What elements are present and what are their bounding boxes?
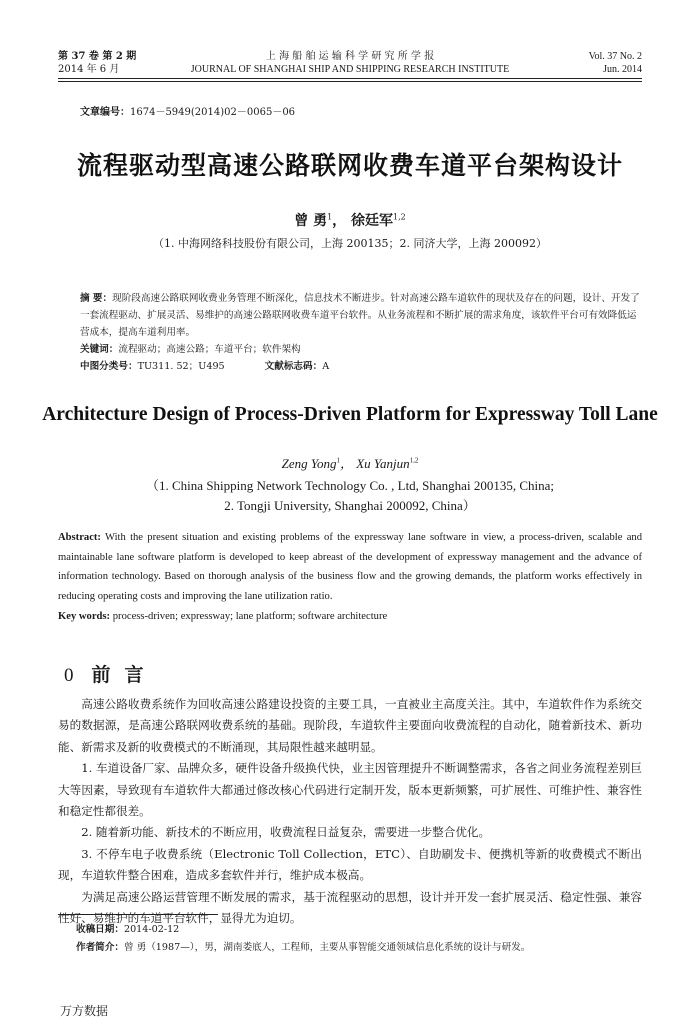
body-paragraph-5: 为满足高速公路运营管理不断发展的需求，基于流程驱动的思想，设计并开发一套扩展灵活、稳定性强、兼容性好、易维护的车道平台软件，显得尤为迫切。 bbox=[58, 889, 642, 926]
abstract-en bbox=[58, 528, 642, 627]
abstract-cn-text: 现阶段高速公路联网收费业务管理不断深化，信息技术不断进步。针对高速公路车道软件的现状及存在的问题，设计、开发了一套流程驱动、扩展灵活、易维护的高速公路联网收费车道平台软件。从业务流程和不断扩展的需求角度，该软件平台可有效降低运营成本，提高车道利用率。 bbox=[80, 293, 640, 338]
received-value: 2014-02-12 bbox=[123, 924, 180, 935]
body-paragraph-3: 2. 随着新功能、新技术的不断应用，收费流程日益复杂，需要进一步整合优化。 bbox=[81, 825, 491, 840]
keywords-cn-label: 关键词： bbox=[80, 344, 119, 355]
title-en: Architecture Design of Process-Driven Platform for Expressway Toll Lane bbox=[42, 404, 658, 425]
clc-label: 中图分类号： bbox=[80, 361, 138, 372]
abstract-cn bbox=[80, 290, 640, 375]
article-number bbox=[80, 103, 295, 118]
header-rule bbox=[58, 78, 642, 79]
abstract-cn-label: 摘 要： bbox=[80, 293, 113, 304]
abstract-en-body bbox=[58, 528, 642, 607]
doc-code-label: 文献标志码： bbox=[264, 361, 323, 372]
affiliation-en-line1: （1. China Shipping Network Technology Co. , Ltd, Shanghai 200135, China; bbox=[146, 478, 554, 493]
author-bio bbox=[76, 939, 636, 957]
footnote-rule bbox=[58, 914, 218, 915]
keywords-en bbox=[58, 607, 642, 627]
author-1-en: Zeng Yong bbox=[281, 456, 337, 471]
received-date bbox=[76, 921, 636, 939]
author-2-en: Xu Yanjun bbox=[356, 456, 410, 471]
author-2-cn-sup: 1,2 bbox=[393, 212, 406, 222]
footnote bbox=[76, 921, 636, 957]
keywords-cn-text: 流程驱动；高速公路；车道平台；软件架构 bbox=[118, 344, 301, 355]
section-title: 前言 bbox=[91, 664, 158, 686]
classification bbox=[80, 358, 640, 375]
authors-cn bbox=[0, 210, 700, 230]
date-en: Jun. 2014 bbox=[603, 64, 642, 75]
volume-issue: 第 37 卷 第 2 期 bbox=[58, 51, 137, 62]
body-text bbox=[58, 694, 642, 929]
keywords-cn bbox=[80, 341, 640, 358]
running-header-right bbox=[589, 50, 642, 76]
affiliation-cn: （1. 中海网络科技股份有限公司，上海 200135；2. 同济大学，上海 200092） bbox=[153, 237, 547, 250]
author-1-cn-sup: 1 bbox=[327, 212, 333, 222]
abstract-en-text: With the present situation and existing problems of the expressway lane software in view, a process-driven, scalable and maintainable lane software platform is developed to keep abreast of the development of expressway management and the advance of information technology. Based on thorough analysis of the business flow and the growing demands, the platform works effectively in reducing operating costs and improving the lane utilization ratio. bbox=[58, 532, 642, 603]
author-separator-cn: ， bbox=[332, 213, 352, 229]
author-2-cn: 徐廷军 bbox=[351, 213, 394, 229]
clc-value: TU311. 52；U495 bbox=[137, 361, 225, 372]
author-2-en-sup: 1,2 bbox=[409, 456, 419, 465]
abstract-en-label: Abstract: bbox=[58, 532, 101, 543]
authors-en bbox=[0, 453, 700, 472]
author-separator-en: ， bbox=[339, 456, 357, 471]
journal-name-en: JOURNAL OF SHANGHAI SHIP AND SHIPPING RESEARCH INSTITUTE bbox=[190, 64, 510, 75]
bio-text: 曾 勇（1987—），男，湖南娄底人，工程师，主要从事智能交通领域信息化系统的设计与研发。 bbox=[123, 942, 531, 953]
header-rule-thin bbox=[58, 81, 642, 82]
date-cn: 2014 年 6 月 bbox=[58, 64, 120, 75]
running-header-center bbox=[170, 50, 530, 76]
bio-label: 作者简介： bbox=[76, 942, 124, 953]
author-1-cn: 曾 勇 bbox=[294, 213, 328, 229]
title-cn: 流程驱动型高速公路联网收费车道平台架构设计 bbox=[76, 151, 623, 180]
author-1-en-sup: 1 bbox=[336, 456, 340, 465]
volume-en: Vol. 37 No. 2 bbox=[588, 51, 642, 62]
affiliation-en-line2: 2. Tongji University, Shanghai 200092, China） bbox=[224, 498, 476, 513]
watermark: 万方数据 bbox=[60, 1004, 109, 1018]
doc-code-value: A bbox=[322, 361, 330, 372]
keywords-en-label: Key words: bbox=[58, 610, 111, 622]
article-number-label: 文章编号： bbox=[80, 107, 130, 118]
journal-name-cn: 上 海 船 舶 运 输 科 学 研 究 所 学 报 bbox=[265, 51, 435, 62]
keywords-en-text: process-driven; expressway; lane platform; software architecture bbox=[110, 610, 388, 622]
body-paragraph-4: 3. 不停车电子收费系统（Electronic Toll Collection，ETC）、自助刷发卡、便携机等新的收费模式不断出现，车道软件整合困难，造成多套软件并行，维护成本极高。 bbox=[58, 846, 642, 883]
article-number-value: 1674－5949(2014)02－0065－06 bbox=[130, 107, 296, 118]
abstract-cn-body bbox=[80, 290, 640, 341]
section-heading bbox=[64, 660, 158, 687]
body-paragraph-2: 1. 车道设备厂家、品牌众多，硬件设备升级换代快，业主因管理提升不断调整需求，各省之间业务流程差别巨大等因素，导致现有车道软件大都通过修改核心代码进行定制开发，版本更新频繁，可扩展性、可维护性、兼容性和稳定性都很差。 bbox=[58, 761, 642, 819]
received-label: 收稿日期： bbox=[76, 924, 124, 935]
running-header-left bbox=[58, 50, 136, 76]
section-number: 0 bbox=[64, 665, 74, 686]
body-paragraph-1: 高速公路收费系统作为回收高速公路建设投资的主要工具，一直被业主高度关注。其中，车道软件作为系统交易的数据源，是高速公路联网收费系统的基础。现阶段，车道软件主要面向收费流程的自动化，随着新技术、新功能、新需求及新的收费模式的不断涌现，其局限性越来越明显。 bbox=[58, 697, 642, 754]
